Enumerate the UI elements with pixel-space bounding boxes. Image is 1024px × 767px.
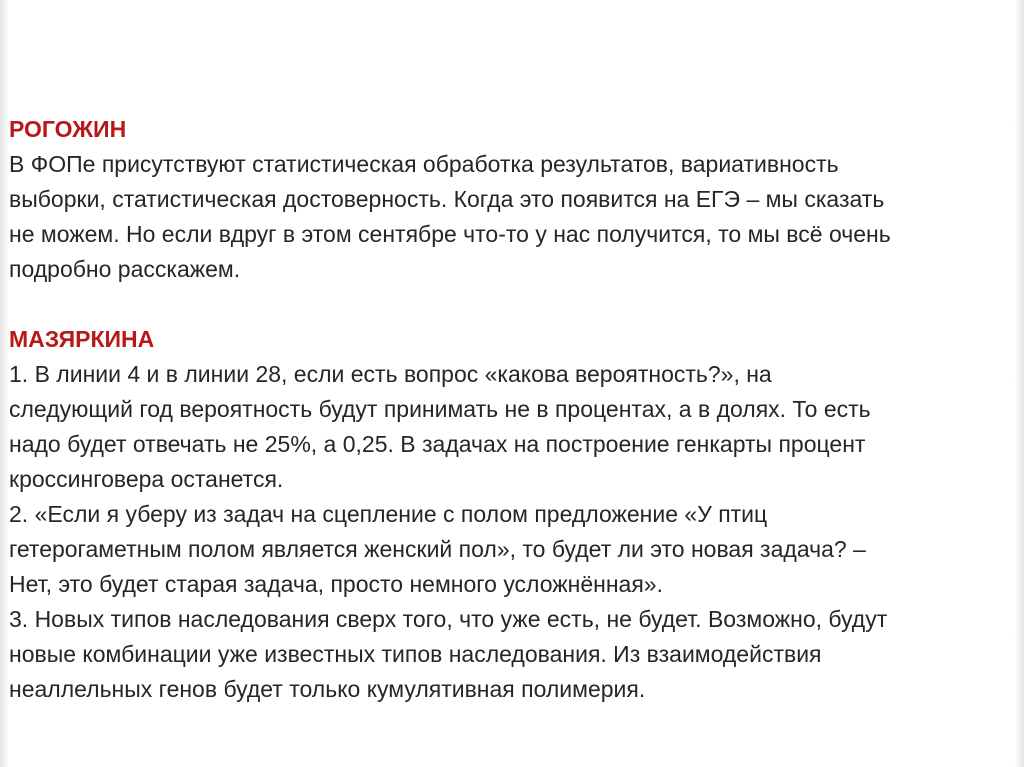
section-rogozhin bbox=[9, 112, 1009, 287]
slide-left-edge-shadow bbox=[0, 0, 9, 767]
speaker-name: РОГОЖИН bbox=[9, 116, 127, 142]
text-line: В ФОПе присутствуют статистическая обработка результатов, вариативность bbox=[9, 151, 839, 177]
text-line: подробно расскажем. bbox=[9, 256, 241, 282]
slide-content bbox=[9, 112, 1009, 707]
text-line: надо будет отвечать не 25%, а 0,25. В задачах на построение генкарты процент bbox=[9, 431, 866, 457]
text-line: кроссинговера останется. bbox=[9, 466, 284, 492]
text-line: гетерогаметным полом является женский пол», то будет ли это новая задача? – bbox=[9, 536, 866, 562]
text-line: не можем. Но если вдруг в этом сентябре что-то у нас получится, то мы всё очень bbox=[9, 221, 891, 247]
text-line: 3. Новых типов наследования сверх того, что уже есть, не будет. Возможно, будут bbox=[9, 606, 888, 632]
section-mazyarkina bbox=[9, 322, 1009, 707]
text-line: 1. В линии 4 и в линии 28, если есть вопрос «какова вероятность?», на bbox=[9, 361, 772, 387]
text-line: следующий год вероятность будут принимать не в процентах, а в долях. То есть bbox=[9, 396, 871, 422]
text-line: новые комбинации уже известных типов наследования. Из взаимодействия bbox=[9, 641, 822, 667]
text-line: 2. «Если я уберу из задач на сцепление с полом предложение «У птиц bbox=[9, 501, 768, 527]
slide-right-edge-shadow bbox=[1015, 0, 1024, 767]
text-line: неаллельных генов будет только кумулятивная полимерия. bbox=[9, 676, 646, 702]
text-line: Нет, это будет старая задача, просто немного усложнённая». bbox=[9, 571, 663, 597]
text-line: выборки, статистическая достоверность. Когда это появится на ЕГЭ – мы сказать bbox=[9, 186, 885, 212]
speaker-name: МАЗЯРКИНА bbox=[9, 326, 155, 352]
